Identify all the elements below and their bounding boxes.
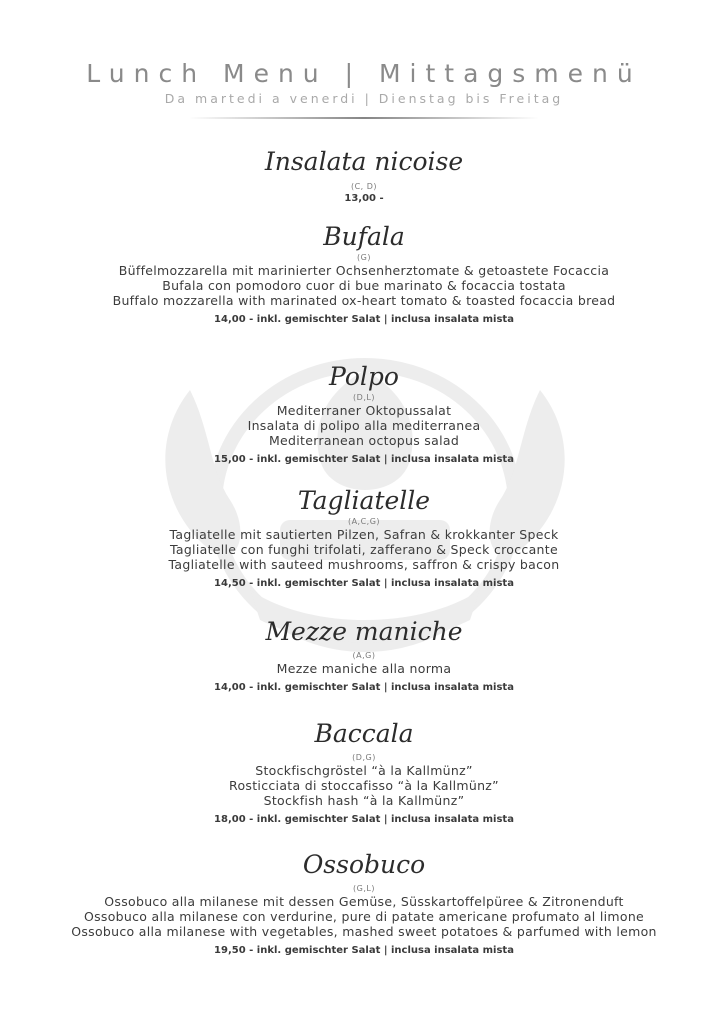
dish-price: 15,00 - inkl. gemischter Salat | inclusa insalata mista bbox=[214, 454, 514, 465]
dish-description: Mezze maniche alla norma bbox=[276, 661, 452, 676]
dish-name: Ossobuco bbox=[302, 850, 426, 879]
dish-allergens: (A,C,G) bbox=[347, 517, 381, 526]
dish-description-de: Stockfischgröstel “à la Kallmünz” bbox=[255, 763, 473, 778]
dish-ossobuco bbox=[0, 850, 728, 958]
dish-description-it: Bufala con pomodoro cuor di bue marinato & focaccia tostata bbox=[162, 278, 566, 293]
dish-description-de: Ossobuco alla milanese mit dessen Gemüse, Süsskartoffelpüree & Zitronenduft bbox=[104, 894, 624, 909]
dish-name: Tagliatelle bbox=[297, 486, 431, 515]
dish-description-en: Stockfish hash “à la Kallmünz” bbox=[263, 793, 465, 808]
dish-mezze-maniche bbox=[0, 617, 728, 695]
dish-description-de: Tagliatelle mit sautierten Pilzen, Safran & krokkanter Speck bbox=[169, 527, 559, 542]
dish-price: 19,50 - inkl. gemischter Salat | inclusa insalata mista bbox=[214, 945, 514, 956]
dish-description-it: Ossobuco alla milanese con verdurine, pure di patate americane profumato al limone bbox=[83, 909, 645, 924]
dish-allergens: (G) bbox=[357, 253, 371, 262]
dish-allergens: (A,G) bbox=[352, 651, 376, 660]
page-subtitle: Da martedi a venerdi | Dienstag bis Freitag bbox=[164, 91, 564, 106]
dish-name: Baccala bbox=[314, 719, 414, 748]
dish-allergens: (G,L) bbox=[353, 884, 375, 893]
dish-description-en: Buffalo mozzarella with marinated ox-heart tomato & toasted focaccia bread bbox=[112, 293, 616, 308]
dish-price: 14,00 - inkl. gemischter Salat | inclusa insalata mista bbox=[214, 314, 514, 325]
dish-price: 14,50 - inkl. gemischter Salat | inclusa insalata mista bbox=[214, 578, 514, 589]
dish-polpo bbox=[0, 362, 728, 467]
dish-description-en: Mediterranean octopus salad bbox=[268, 433, 460, 448]
dish-tagliatelle bbox=[0, 486, 728, 591]
dish-description-de: Mediterraner Oktopussalat bbox=[276, 403, 452, 418]
dish-description-it: Insalata di polipo alla mediterranea bbox=[247, 418, 481, 433]
dish-insalata-nicoise bbox=[0, 147, 728, 206]
dish-price: 13,00 - bbox=[344, 193, 384, 204]
dish-description-en: Tagliatelle with sauteed mushrooms, saffron & crispy bacon bbox=[168, 557, 560, 572]
dish-price: 18,00 - inkl. gemischter Salat | inclusa insalata mista bbox=[214, 814, 514, 825]
dish-baccala bbox=[0, 719, 728, 827]
dish-price: 14,00 - inkl. gemischter Salat | inclusa insalata mista bbox=[214, 682, 514, 693]
dish-name: Insalata nicoise bbox=[264, 147, 464, 176]
dish-name: Polpo bbox=[329, 362, 399, 391]
dish-name: Mezze maniche bbox=[265, 617, 463, 646]
menu-header bbox=[0, 58, 728, 119]
dish-description-de: Büffelmozzarella mit marinierter Ochsenherztomate & getoastete Focaccia bbox=[118, 263, 610, 278]
dish-allergens: (D,L) bbox=[353, 393, 375, 402]
dish-description-it: Tagliatelle con funghi trifolati, zafferano & Speck croccante bbox=[170, 542, 558, 557]
dish-bufala bbox=[0, 222, 728, 327]
dish-name: Bufala bbox=[323, 222, 405, 251]
dish-description-it: Rosticciata di stoccafisso “à la Kallmünz” bbox=[229, 778, 499, 793]
dish-description-en: Ossobuco alla milanese with vegetables, mashed sweet potatoes & parfumed with lemon bbox=[71, 924, 657, 939]
header-divider bbox=[189, 117, 539, 119]
dish-allergens: (C, D) bbox=[350, 182, 378, 191]
dish-allergens: (D,G) bbox=[352, 753, 376, 762]
page-title: Lunch Menu | Mittagsmenü bbox=[86, 59, 642, 88]
